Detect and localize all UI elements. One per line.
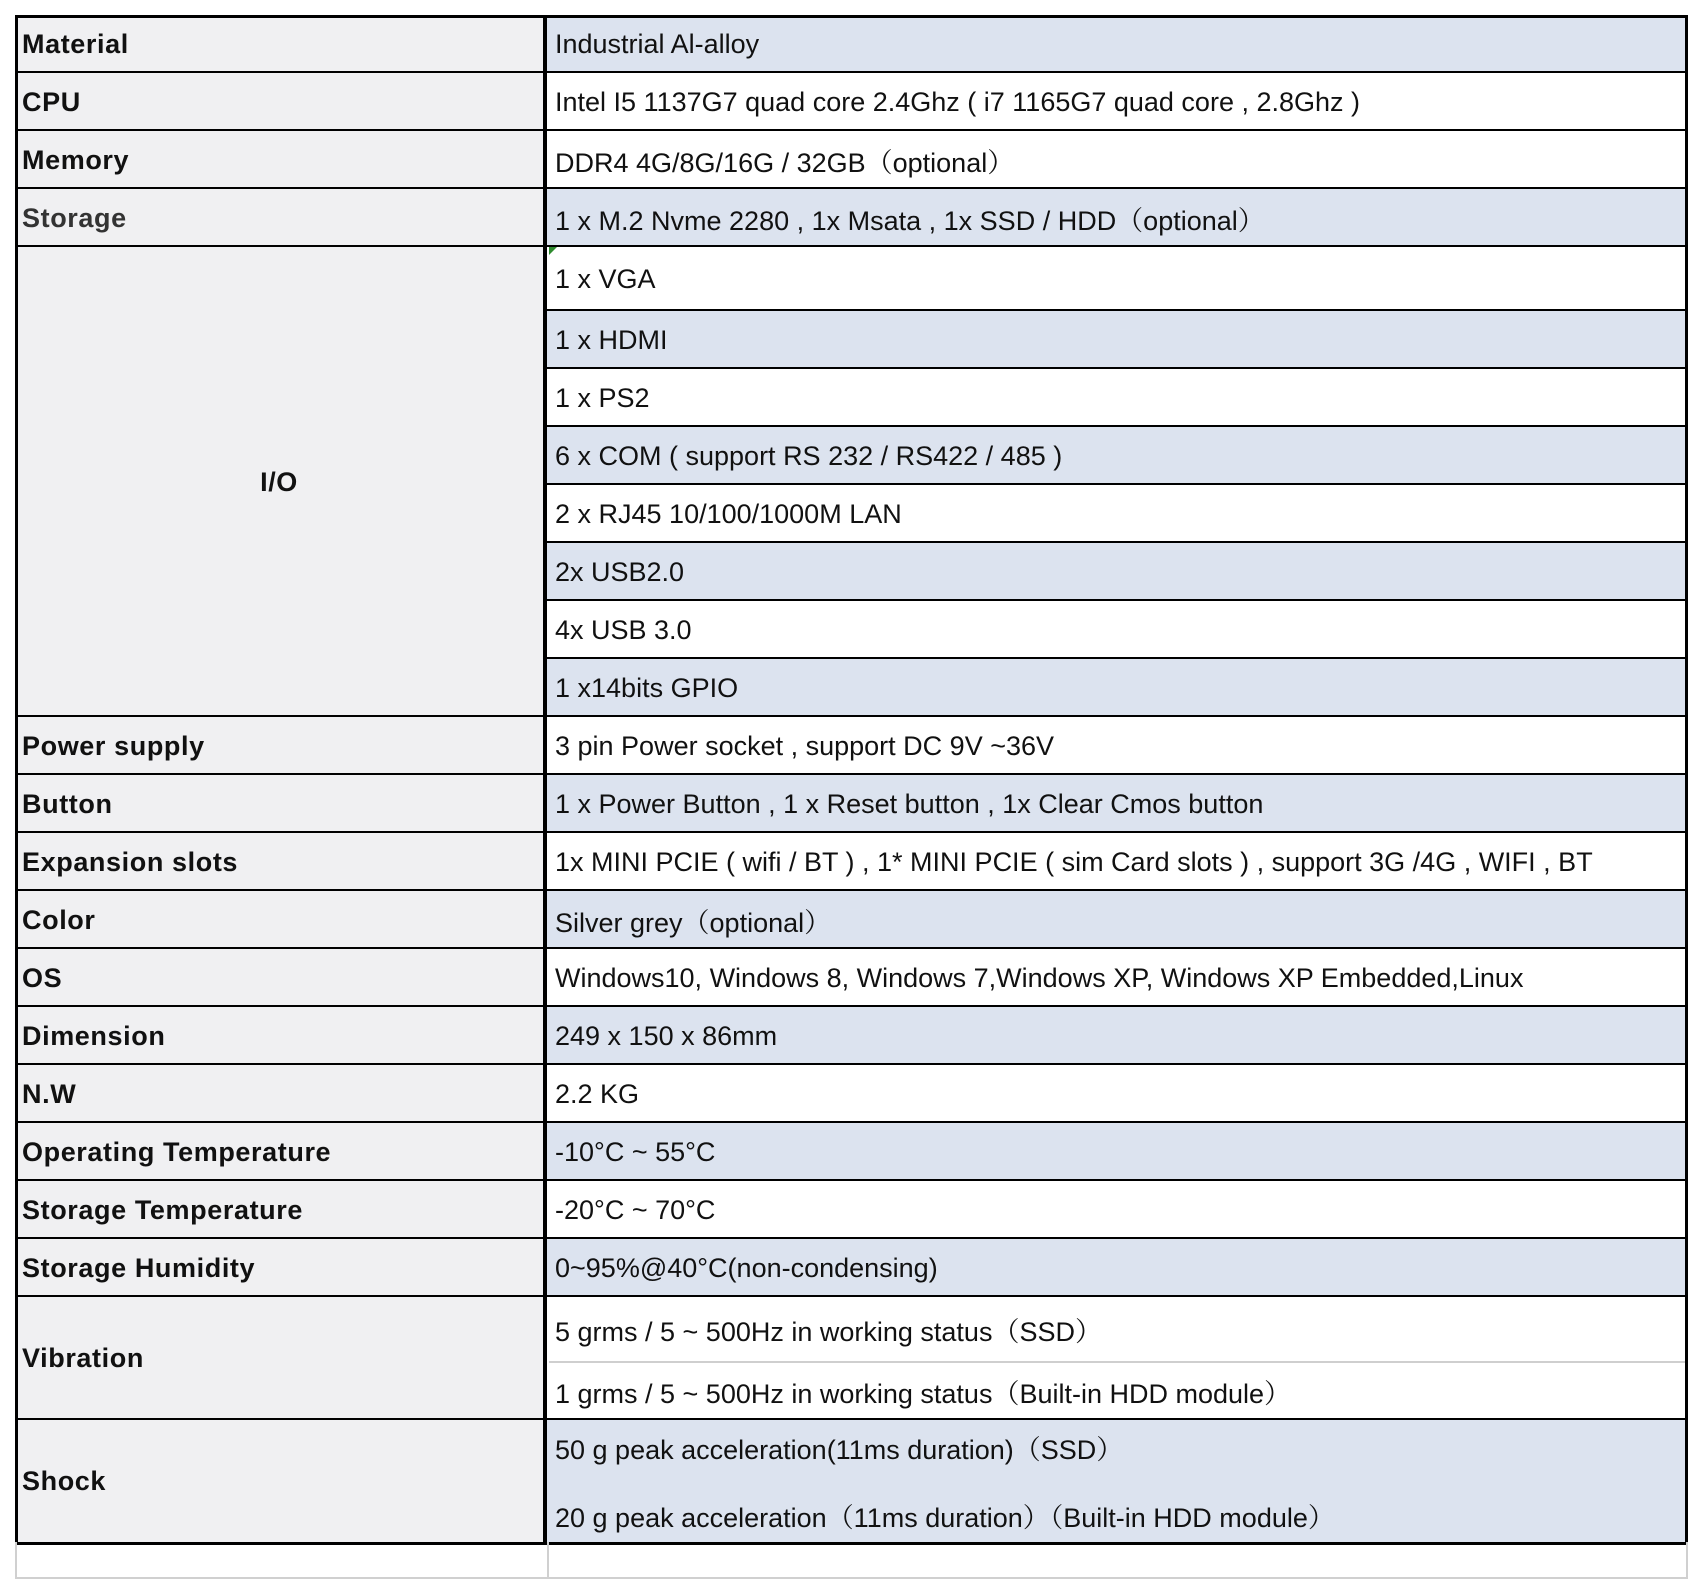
value-shock-hdd: 20 g peak acceleration（11ms duration）（Built-in HDD module） (555, 1502, 1335, 1533)
value-io-hdmi: 1 x HDMI (546, 311, 1688, 369)
value-io-vga: 1 x VGA (546, 247, 1688, 311)
value-material: Industrial Al-alloy (546, 15, 1688, 73)
label-os: OS (15, 949, 546, 1007)
value-memory: DDR4 4G/8G/16G / 32GB（optional） (546, 131, 1688, 189)
label-vibration: Vibration (15, 1297, 546, 1420)
value-vibration-ssd: 5 grms / 5 ~ 500Hz in working status（SSD） (546, 1297, 1688, 1361)
label-color: Color (15, 891, 546, 949)
value-dimension: 249 x 150 x 86mm (546, 1007, 1688, 1065)
label-storage-humidity: Storage Humidity (15, 1239, 546, 1297)
value-storage-temperature: -20°C ~ 70°C (546, 1181, 1688, 1239)
value-vibration-hdd: 1 grms / 5 ~ 500Hz in working status（Built-in HDD module） (546, 1363, 1688, 1420)
value-cpu: Intel I5 1137G7 quad core 2.4Ghz ( i7 1165G7 quad core , 2.8Ghz ) (546, 73, 1688, 131)
value-expansion-slots: 1x MINI PCIE ( wifi / BT ) , 1* MINI PCIE ( sim Card slots ) , support 3G /4G , WIFI , BT (546, 833, 1688, 891)
spec-table (15, 15, 1688, 1579)
label-io: I/O (15, 247, 546, 717)
label-storage: Storage (15, 189, 546, 247)
label-shock: Shock (15, 1420, 546, 1542)
value-storage-humidity: 0~95%@40°C(non-condensing) (546, 1239, 1688, 1297)
empty-row (15, 1542, 1688, 1579)
value-operating-temperature: -10°C ~ 55°C (546, 1123, 1688, 1181)
label-net-weight: N.W (15, 1065, 546, 1123)
label-storage-temperature: Storage Temperature (15, 1181, 546, 1239)
label-button: Button (15, 775, 546, 833)
label-memory: Memory (15, 131, 546, 189)
value-io-usb3: 4x USB 3.0 (546, 601, 1688, 659)
value-io-usb2: 2x USB2.0 (546, 543, 1688, 601)
value-shock (546, 1420, 1688, 1542)
label-operating-temperature: Operating Temperature (15, 1123, 546, 1181)
value-shock-ssd: 50 g peak acceleration(11ms duration)（SSD） (555, 1434, 1124, 1465)
value-button: 1 x Power Button , 1 x Reset button , 1x Clear Cmos button (546, 775, 1688, 833)
value-storage: 1 x M.2 Nvme 2280 , 1x Msata , 1x SSD / HDD（optional） (546, 189, 1688, 247)
value-io-com: 6 x COM ( support RS 232 / RS422 / 485 ) (546, 427, 1688, 485)
empty-row-divider (547, 1542, 549, 1579)
value-io-gpio: 1 x14bits GPIO (546, 659, 1688, 717)
label-power-supply: Power supply (15, 717, 546, 775)
label-cpu: CPU (15, 73, 546, 131)
label-expansion-slots: Expansion slots (15, 833, 546, 891)
value-io-lan: 2 x RJ45 10/100/1000M LAN (546, 485, 1688, 543)
value-net-weight: 2.2 KG (546, 1065, 1688, 1123)
value-os: Windows10, Windows 8, Windows 7,Windows XP, Windows XP Embedded,Linux (546, 949, 1688, 1007)
label-material: Material (15, 15, 546, 73)
column-divider (544, 15, 547, 1545)
cell-comment-marker (549, 247, 557, 255)
label-dimension: Dimension (15, 1007, 546, 1065)
value-power-supply: 3 pin Power socket , support DC 9V ~36V (546, 717, 1688, 775)
value-io-ps2: 1 x PS2 (546, 369, 1688, 427)
value-color: Silver grey（optional） (546, 891, 1688, 949)
